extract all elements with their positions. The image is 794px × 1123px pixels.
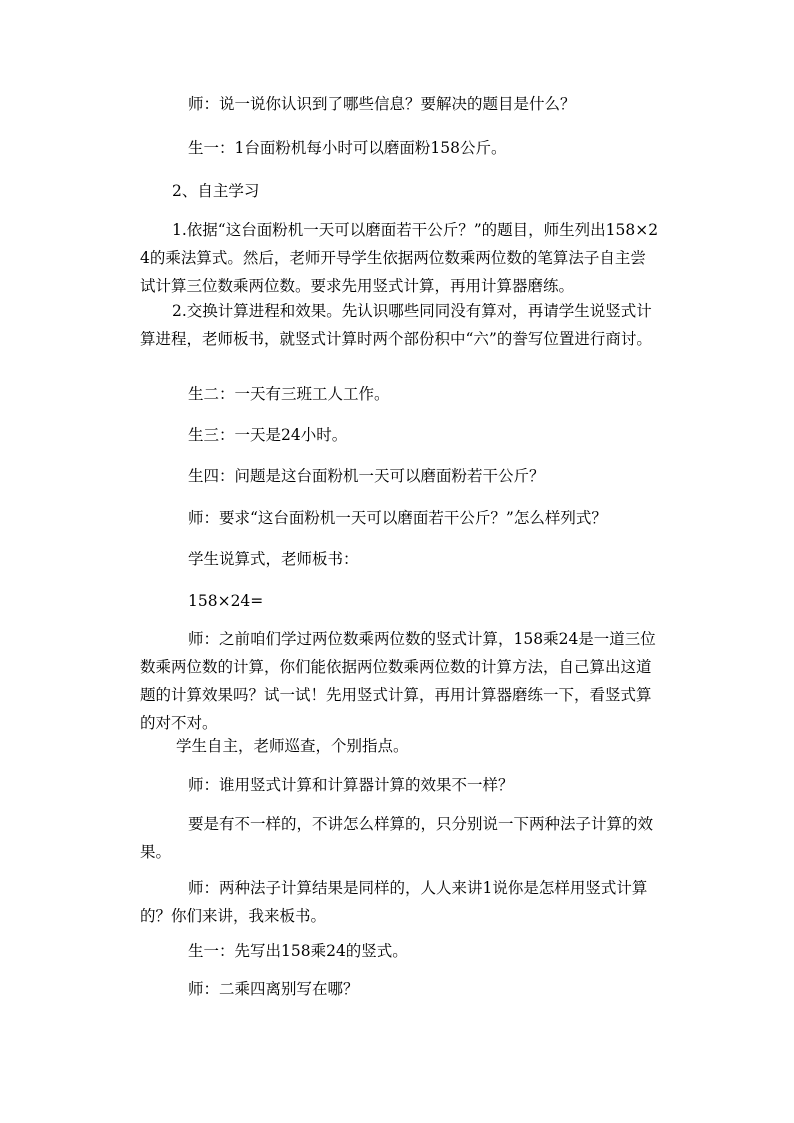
- paragraph-equation: 158×24=: [188, 592, 264, 610]
- paragraph-step-1: 1.依据“这台面粉机一天可以磨面若干公斤？”的题目，师生列出158×24的乘法算式。然后，老师开导学生依据两位数乘两位数的笔算法子自主尝试计算三位数乘两位数。要求先用竖式计算，再用计算器磨练。: [140, 221, 659, 295]
- paragraph-self-practice: 学生自主，老师巡查，个别指点。: [176, 737, 409, 755]
- paragraph-teacher-explain: 师：之前咱们学过两位数乘两位数的竖式计算，158乘24是一道三位数乘两位数的计算，你们能依据两位数乘两位数的计算方法，自己算出这道题的计算效果吗？试一试！先用竖式计算，再用计算器磨练一下，看竖式算的对不对。: [140, 630, 656, 732]
- paragraph-student3: 生三：一天是24小时。: [188, 426, 348, 444]
- paragraph-teacher-where: 师：二乘四离别写在哪？: [188, 980, 359, 998]
- paragraph-different-results: 要是有不一样的，不讲怎么样算的，只分别说一下两种法子计算的效果。: [140, 815, 654, 861]
- paragraph-student2: 生二：一天有三班工人工作。: [188, 385, 390, 403]
- paragraph-student1-info: 生一：1台面粉机每小时可以磨面粉158公斤。: [188, 139, 507, 157]
- paragraph-student1-write: 生一：先写出158乘24的竖式。: [188, 942, 408, 960]
- paragraph-teacher-compare: 师：谁用竖式计算和计算器计算的效果不一样？: [188, 776, 514, 794]
- paragraph-student-formula: 学生说算式，老师板书：: [188, 550, 359, 568]
- paragraph-step-2: 2.交换计算进程和效果。先认识哪些同同没有算对，再请学生说竖式计算进程，老师板书，就竖式计算时两个部份积中“六”的誊写位置进行商讨。: [140, 302, 652, 348]
- paragraph-student4: 生四：问题是这台面粉机一天可以磨面粉若干公斤？: [188, 467, 545, 485]
- section-heading-self-study: 2、自主学习: [172, 182, 260, 200]
- paragraph-teacher-formula: 师：要求“这台面粉机一天可以磨面若干公斤？”怎么样列式？: [188, 509, 607, 527]
- paragraph-teacher-question: 师：说一说你认识到了哪些信息？要解决的题目是什么？: [188, 95, 576, 113]
- paragraph-teacher-same-result: 师：两种法子计算结果是同样的，人人来讲1说你是怎样用竖式计算的？你们来讲，我来板书。: [140, 879, 648, 925]
